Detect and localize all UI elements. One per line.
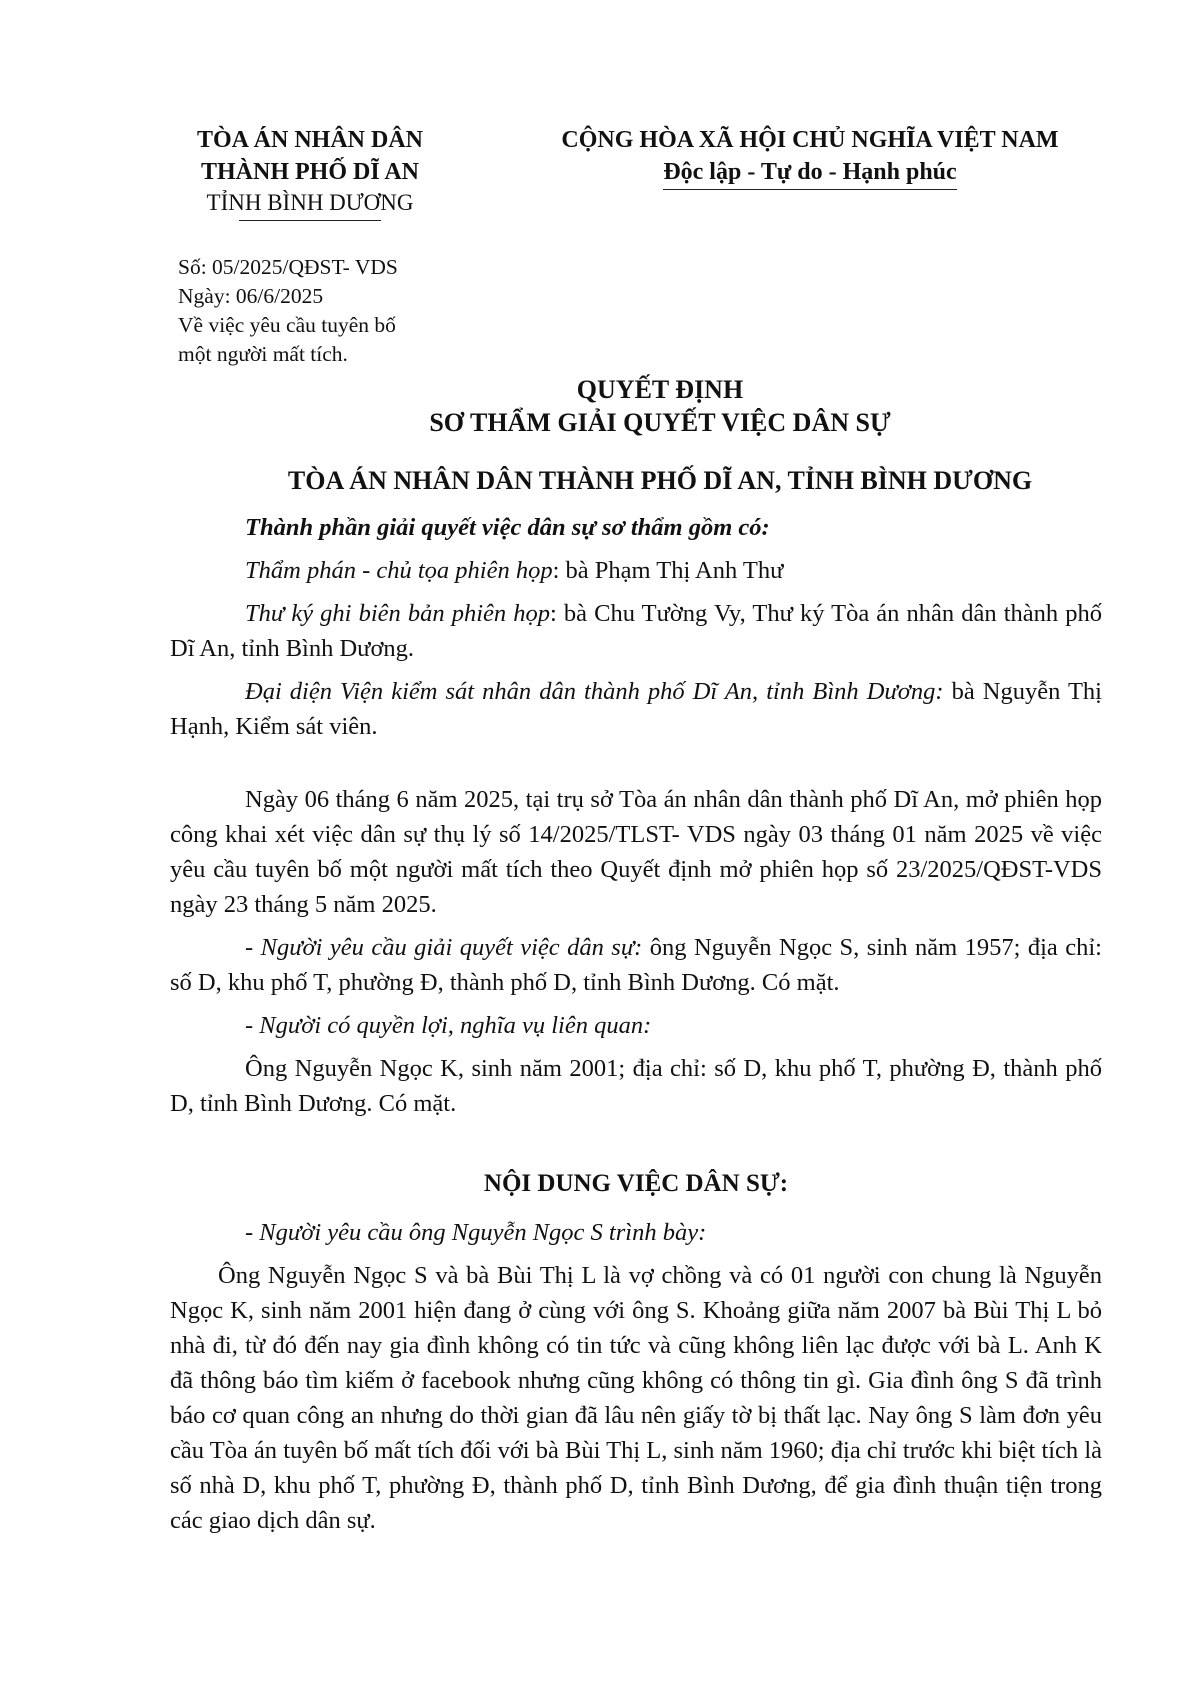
court-province: TỈNH BÌNH DƯƠNG (206, 190, 414, 215)
judge-value: : bà Phạm Thị Anh Thư (552, 557, 784, 584)
procuracy-label: Đại diện Viện kiểm sát nhân dân thành phố Dĩ An, tỉnh Bình Dương: (245, 678, 944, 705)
decision-title: QUYẾT ĐỊNH (576, 375, 744, 404)
subject-line-1: Về việc yêu cầu tuyên bố (178, 313, 396, 337)
national-motto: Độc lập - Tự do - Hạnh phúc (663, 156, 956, 190)
court-name-line1: TÒA ÁN NHÂN DÂN (196, 127, 423, 153)
court-full-name: TÒA ÁN NHÂN DÂN THÀNH PHỐ DĨ AN, TỈNH BÌNH DƯƠNG (287, 466, 1033, 495)
decision-subtitle: SƠ THẨM GIẢI QUYẾT VIỆC DÂN SỰ (429, 408, 891, 437)
composition-section (170, 510, 1102, 744)
content-heading: NỘI DUNG VIỆC DÂN SỰ: (483, 1170, 789, 1197)
clerk-label: Thư ký ghi biên bản phiên họp (245, 600, 550, 627)
presenter-label: - Người yêu cầu ông Nguyễn Ngọc S trình bày: (245, 1219, 707, 1246)
related-party-value: Ông Nguyễn Ngọc K, sinh năm 2001; địa chỉ: số D, khu phố T, phường Đ, thành phố D, tỉnh Bình Dương. Có mặt. (170, 1055, 1102, 1117)
court-header (150, 124, 470, 221)
decision-date: Ngày: 06/6/2025 (178, 284, 324, 308)
procuracy-line (170, 674, 1102, 744)
judge-label: Thẩm phán - chủ tọa phiên họp (245, 557, 553, 584)
requester-value: ông Nguyễn Ngọc S, sinh năm 1957; địa chỉ: số D, khu phố T, phường Đ, thành phố D, tỉnh Bình Dương. Có mặt. (170, 934, 1102, 996)
court-header-underline (239, 220, 381, 221)
requester-line (170, 930, 1102, 1000)
decision-number: Số: 05/2025/QĐST- VDS (178, 255, 398, 279)
related-party-label: - Người có quyền lợi, nghĩa vụ liên quan: (245, 1012, 652, 1039)
document-reference (178, 253, 508, 369)
national-header (500, 124, 1120, 190)
session-section (170, 782, 1102, 1121)
republic-name: CỘNG HÒA XÃ HỘI CHỦ NGHĨA VIỆT NAM (561, 127, 1059, 153)
judge-line (170, 553, 1102, 588)
subject-line-2: một người mất tích. (178, 342, 348, 366)
composition-heading: Thành phần giải quyết việc dân sự sơ thẩm gồm có: (245, 514, 770, 541)
content-paragraph: Ông Nguyễn Ngọc S và bà Bùi Thị L là vợ chồng và có 01 người con chung là Nguyễn Ngọc K, sinh năm 2001 hiện đang ở cùng với ông S. Khoảng giữa năm 2007 bà Bùi Thị L bỏ nhà đi, từ đó đến nay gia đình không có tin tức và cũng không liên lạc được với bà L. Anh K đã thông báo tìm kiếm ở facebook nhưng cũng không có thông tin gì. Gia đình ông S đã trình báo cơ quan công an nhưng do thời gian đã lâu nên giấy tờ bị thất lạc. Nay ông S làm đơn yêu cầu Tòa án tuyên bố mất tích đối với bà Bùi Thị L, sinh năm 1960; địa chỉ trước khi biệt tích là số nhà D, khu phố T, phường Đ, thành phố D, tỉnh Bình Dương, để gia đình thuận tiện trong các giao dịch dân sự. (170, 1262, 1102, 1534)
procuracy-value: bà Nguyễn Thị Hạnh, Kiểm sát viên. (170, 678, 1102, 740)
clerk-value: : bà Chu Tường Vy, Thư ký Tòa án nhân dân thành phố Dĩ An, tỉnh Bình Dương. (170, 600, 1102, 662)
clerk-line (170, 596, 1102, 666)
requester-label: - Người yêu cầu giải quyết việc dân sự: (245, 934, 643, 961)
session-paragraph: Ngày 06 tháng 6 năm 2025, tại trụ sở Tòa án nhân dân thành phố Dĩ An, mở phiên họp công khai xét việc dân sự thụ lý số 14/2025/TLST- VDS ngày 03 tháng 01 năm 2025 về việc yêu cầu tuyên bố một người mất tích theo Quyết định mở phiên họp số 23/2025/QĐST-VDS ngày 23 tháng 5 năm 2025. (170, 786, 1102, 918)
content-section (170, 1215, 1102, 1538)
court-name-line2: THÀNH PHỐ DĨ AN (200, 159, 419, 185)
